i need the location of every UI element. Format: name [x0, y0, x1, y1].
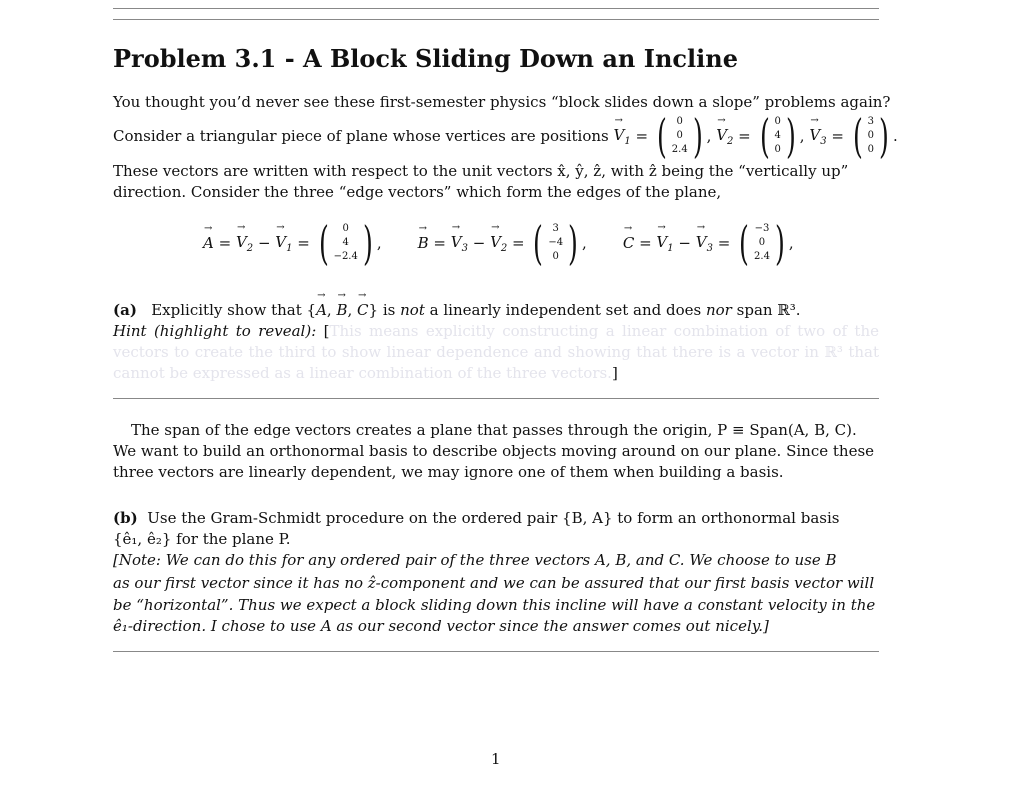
part-b-line-1	[113, 509, 839, 527]
v2-y: 4	[774, 130, 781, 141]
part-b-label: (b)	[113, 509, 138, 527]
part-a-text-end: span ℝ³.	[736, 301, 801, 319]
v1-column-vector: ( 0 0 2.4 )	[656, 109, 703, 163]
c-column-vector: ( −3 0 2.4 )	[739, 216, 785, 270]
part-a-text-mid2: a linearly independent set and does	[429, 301, 702, 319]
span-paragraph-line-1: The span of the edge vectors creates a plane that passes through the origin, P ≡ Span(A, B, C).	[131, 421, 857, 439]
a-x: 0	[342, 223, 349, 234]
separator-rule-2	[113, 651, 879, 652]
v2-x: 0	[774, 116, 781, 127]
part-a-statement: (a) Explicitly show that {→ A, → B, → C} is not a linearly independent set and does nor span ℝ³.	[113, 301, 801, 319]
a-symbol: → A	[203, 234, 214, 252]
a-z: −2.4	[333, 251, 358, 262]
b-x: 3	[552, 223, 559, 234]
v1-z: 2.4	[671, 144, 688, 155]
part-b-note-line-3: be “horizontal”. Thus we expect a block sliding down this incline will have a constant velocity in the	[113, 596, 876, 614]
hint-label: Hint (highlight to reveal):	[113, 322, 317, 340]
separator-rule-1	[113, 398, 879, 399]
top-rule-2	[113, 19, 879, 20]
part-b-line-2: {ê₁, ê₂} for the plane P.	[113, 530, 291, 548]
part-b-note-line-2: as our first vector since it has no ẑ-component and we can be assured that our first basis vector will	[113, 574, 875, 592]
part-b-line-1-text: Use the Gram-Schmidt procedure on the ordered pair {B, A} to form an orthonormal basis	[147, 509, 840, 527]
v2-z: 0	[774, 144, 781, 155]
v2-column-vector: ( 0 4 0 )	[759, 109, 796, 163]
v3-column-vector: ( 3 0 0 )	[852, 109, 889, 163]
v3-y: 0	[867, 130, 874, 141]
v1-x: 0	[676, 116, 683, 127]
intro-line-3: These vectors are written with respect to the unit vectors x̂, ŷ, ẑ, with ẑ being the “vertically up”	[113, 162, 849, 180]
problem-title: Problem 3.1 - A Block Sliding Down an Incline	[113, 44, 738, 73]
v1-symbol: → $V_1$	[614, 126, 631, 147]
intro-line-1: You thought you’d never see these first-semester physics “block slides down a slope” problems again?	[113, 93, 891, 111]
a-y: 4	[342, 237, 349, 248]
intro-line-4: direction. Consider the three “edge vectors” which form the edges of the plane,	[113, 183, 722, 201]
part-a-not: not	[400, 301, 425, 319]
b-z: 0	[552, 251, 559, 262]
v1-y: 0	[676, 130, 683, 141]
part-b-note-line-1: [Note: We can do this for any ordered pair of the three vectors A, B, and C. We choose to use B	[113, 551, 837, 569]
v3-z: 0	[867, 144, 874, 155]
b-column-vector: ( 3 −4 0 )	[533, 216, 579, 270]
part-a-hint[interactable]: Hint (highlight to reveal): [This means explicitly constructing a linear combination of two of the vectors to create the third to show linear dependence and showing that there is a vector in ℝ³ that cannot be expressed as a linear combination of the three vectors.]	[113, 322, 879, 382]
part-a-text-mid1: } is	[368, 301, 396, 319]
page-number: 1	[491, 750, 501, 768]
c-z: 2.4	[754, 251, 770, 262]
v3-x: 3	[867, 116, 874, 127]
a-column-vector: ( 0 4 −2.4 )	[318, 216, 373, 270]
part-a-label: (a)	[113, 301, 137, 319]
intro-line-2: Consider a triangular piece of plane whose vertices are positions → $V_1$ = ( 0 0 2.4 ) , → $V_2$ = ( 0 4 0 ) , → $V_3$ = ( 3 0 0 ) .	[113, 113, 898, 159]
b-symbol: → B	[418, 234, 429, 252]
hint-hidden-text[interactable]: This means explicitly constructing a linear combination of two of the vectors to create the third to show linear dependence and showing that there is a vector in ℝ³ that cannot be expressed as a linear combination of the three vectors.	[113, 322, 879, 382]
part-b-note-line-4: ê₁-direction. I chose to use A as our second vector since the answer comes out nicely.]	[113, 617, 769, 635]
top-rule-1	[113, 8, 879, 9]
span-paragraph-line-3: three vectors are linearly dependent, we may ignore one of them when building a basis.	[113, 463, 784, 481]
v2-symbol: → $V_2$	[716, 126, 733, 147]
span-paragraph-line-2: We want to build an orthonormal basis to describe objects moving around on our plane. Since these	[113, 442, 875, 460]
document-page	[113, 0, 898, 798]
c-x: −3	[754, 223, 770, 234]
part-a-nor: nor	[705, 301, 732, 319]
c-symbol: → C	[623, 234, 634, 252]
edge-vector-equations: → A = → $V_2$ − → $V_1$ = ( 0 4 −2.4 ) , → B = → $V_3$ − → $V_2$ = ( 3 −4 0 ) , → C = → $V_1$ − → $V_3$ = ( −3 0 2.4 ) ,	[203, 220, 794, 266]
v3-symbol: → $V_3$	[809, 126, 826, 147]
b-y: −4	[548, 237, 564, 248]
part-a-text-pre: Explicitly show that {	[151, 301, 317, 319]
intro-line-2-text: Consider a triangular piece of plane whose vertices are positions	[113, 127, 609, 145]
c-y: 0	[758, 237, 766, 248]
